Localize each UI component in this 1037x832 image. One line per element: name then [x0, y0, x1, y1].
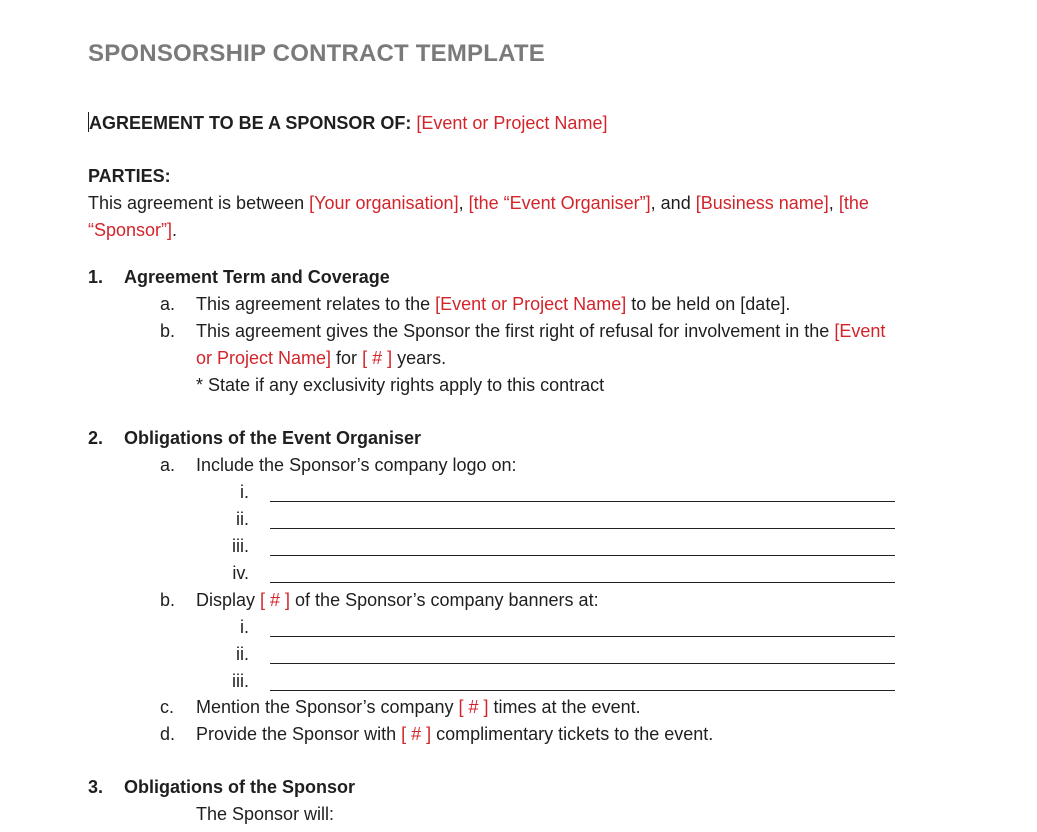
item-text: complimentary tickets to the event.	[431, 724, 714, 744]
section1-item-b-line-2	[196, 345, 446, 372]
section2-item-a: Include the Sponsor’s company logo on:	[196, 455, 517, 475]
item-text: for	[331, 348, 363, 368]
sublist-label: i.	[240, 617, 249, 637]
banner-placement-blank[interactable]	[270, 690, 895, 691]
parties-end: .	[172, 220, 178, 240]
section2-item-d	[196, 721, 713, 748]
list-label: a.	[160, 294, 176, 314]
sponsor-placeholder[interactable]: “Sponsor”]	[88, 220, 173, 240]
list-label: b.	[160, 590, 176, 610]
parties-text: This agreement is between	[88, 193, 310, 213]
number-placeholder[interactable]: [ # ]	[458, 697, 489, 717]
banner-placement-blank[interactable]	[270, 636, 895, 637]
section-number: 3.	[88, 777, 104, 797]
section-heading: Obligations of the Sponsor	[124, 777, 355, 797]
parties-sep: ,	[458, 193, 469, 213]
agreement-label: AGREEMENT TO BE A SPONSOR OF:	[89, 113, 412, 133]
item-text: Mention the Sponsor’s company	[196, 697, 459, 717]
agreement-line	[88, 110, 607, 137]
item-text: This agreement gives the Sponsor the first right of refusal for involvement in the	[196, 321, 835, 341]
sublist-label: iii.	[232, 671, 249, 691]
item-text: of the Sponsor’s company banners at:	[290, 590, 599, 610]
sublist-label: iv.	[232, 563, 249, 583]
sublist-label: i.	[240, 482, 249, 502]
section2-item-c	[196, 694, 641, 721]
item-text: years.	[392, 348, 447, 368]
agreement-placeholder[interactable]: [Event or Project Name]	[416, 113, 608, 133]
organiser-placeholder[interactable]: [the “Event Organiser”]	[468, 193, 651, 213]
section1-item-a	[196, 291, 790, 318]
sponsor-placeholder[interactable]: [the	[838, 193, 869, 213]
document-title: SPONSORSHIP CONTRACT TEMPLATE	[88, 40, 545, 67]
item-text: times at the event.	[488, 697, 641, 717]
item-text: Display	[196, 590, 261, 610]
parties-sep: , and	[650, 193, 696, 213]
parties-sep: ,	[828, 193, 839, 213]
banner-placement-blank[interactable]	[270, 663, 895, 664]
list-label: d.	[160, 724, 176, 744]
item-text: This agreement relates to the	[196, 294, 436, 314]
section-number: 2.	[88, 428, 104, 448]
parties-text-line-1	[88, 190, 869, 217]
logo-placement-blank[interactable]	[270, 501, 895, 502]
logo-placement-blank[interactable]	[270, 582, 895, 583]
list-label: c.	[160, 697, 175, 717]
parties-text-line-2	[88, 217, 177, 244]
logo-placement-blank[interactable]	[270, 528, 895, 529]
event-placeholder[interactable]: or Project Name]	[196, 348, 332, 368]
number-placeholder[interactable]: [ # ]	[362, 348, 393, 368]
event-placeholder[interactable]: [Event or Project Name]	[435, 294, 627, 314]
parties-heading: PARTIES:	[88, 166, 171, 186]
exclusivity-note: * State if any exclusivity rights apply to this contract	[196, 375, 605, 395]
item-text: Provide the Sponsor with	[196, 724, 402, 744]
section1-item-b-line-1	[196, 318, 885, 345]
item-text: to be held on [date].	[626, 294, 791, 314]
org-placeholder[interactable]: [Your organisation]	[309, 193, 459, 213]
list-label: b.	[160, 321, 176, 341]
section-number: 1.	[88, 267, 104, 287]
number-placeholder[interactable]: [ # ]	[401, 724, 432, 744]
sublist-label: ii.	[236, 509, 249, 529]
section-heading: Obligations of the Event Organiser	[124, 428, 422, 448]
number-placeholder[interactable]: [ # ]	[260, 590, 291, 610]
sublist-label: iii.	[232, 536, 249, 556]
business-placeholder[interactable]: [Business name]	[695, 193, 829, 213]
list-label: a.	[160, 455, 176, 475]
sublist-label: ii.	[236, 644, 249, 664]
section2-item-b	[196, 587, 599, 614]
section-heading: Agreement Term and Coverage	[124, 267, 390, 287]
section3-text: The Sponsor will:	[196, 804, 335, 824]
logo-placement-blank[interactable]	[270, 555, 895, 556]
event-placeholder[interactable]: [Event	[834, 321, 886, 341]
